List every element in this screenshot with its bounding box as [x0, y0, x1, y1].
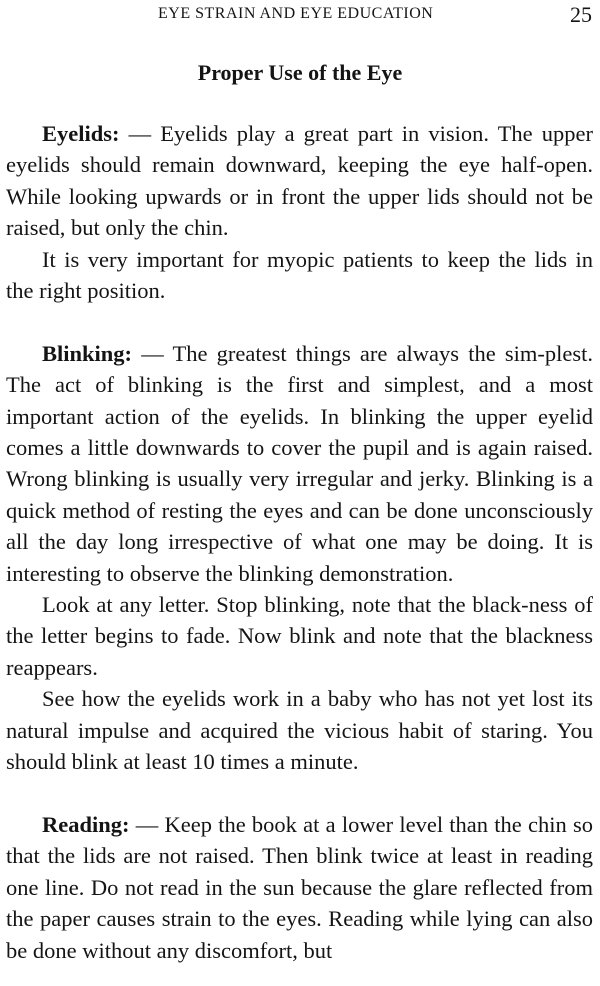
paragraph-letter-text: Look at any letter. Stop blinking, note that the black-ness of the letter begins to fade. Now blink and note that the blackness reappears. — [6, 592, 593, 680]
paragraph-reading — [6, 809, 593, 966]
paragraph-letter — [6, 589, 593, 683]
running-title: EYE STRAIN AND EYE EDUCATION — [158, 5, 434, 22]
body-text — [6, 118, 593, 966]
paragraph-myopic — [6, 244, 593, 307]
paragraph-blinking-text: — The greatest things are always the sim-plest. The act of blinking is the first and simplest, and a most important action of the eyelids. In blinking the upper eyelid comes a little downwards to cover the pupil and is again raised. Wrong blinking is usually very irregular and jerky. Blinking is a quick method of resting the eyes and can be done unconsciously all the day long irrespective of what one may be doing. It is interesting to observe the blinking demonstration. — [6, 340, 593, 586]
term-eyelids: Eyelids: — [42, 121, 120, 146]
paragraph-baby-text: See how the eyelids work in a baby who has not yet lost its natural impulse and acquired the vicious habit of staring. You should blink at least 10 times a minute. — [6, 686, 593, 775]
paragraph-baby — [6, 683, 593, 777]
running-head — [0, 2, 600, 26]
term-reading: Reading: — [42, 811, 130, 837]
section-title: Proper Use of the Eye — [197, 60, 403, 85]
page-number: 25 — [570, 2, 592, 27]
paragraph-eyelids-text: — Eyelids play a great part in vision. The upper eyelids should remain downward, keeping the eye half-open. While looking upwards or in front the upper lids should not be raised, but only the chin. — [6, 121, 593, 241]
paragraph-blinking — [6, 338, 593, 589]
paragraph-reading-text: — Keep the book at a lower level than the chin so that the lids are not raised. Then blink twice at least in reading one line. Do not read in the sun because the glare reflected from the paper causes strain to the eyes. Reading while lying can also be done without any discomfort, but — [6, 811, 593, 963]
term-blinking: Blinking: — [42, 340, 133, 366]
paragraph-eyelids — [6, 118, 593, 244]
paragraph-myopic-text: It is very important for myopic patients to keep the lids in the right position. — [6, 246, 593, 304]
